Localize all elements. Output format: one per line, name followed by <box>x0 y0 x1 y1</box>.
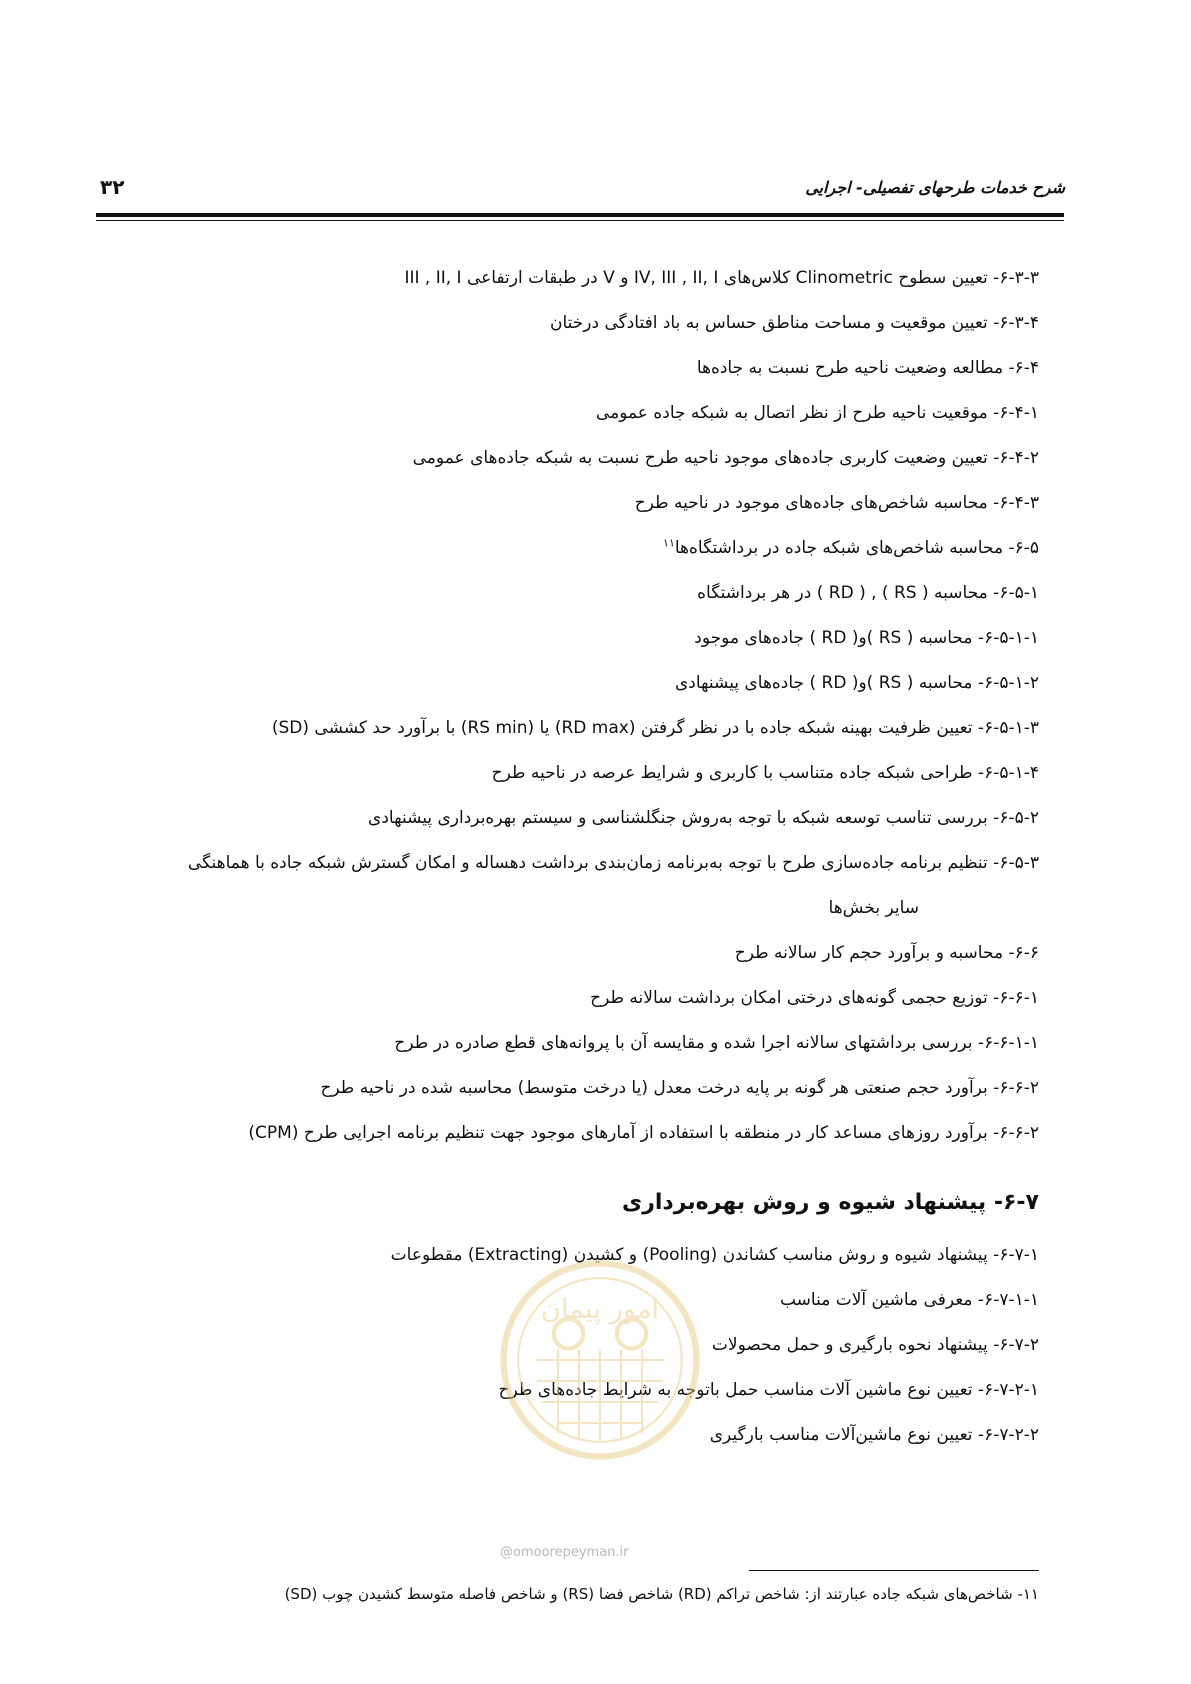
list-item: ۶-۳-۳- تعیین سطوح Clinometric کلاس‌های IV, III , II, I و V در طبقات ارتفاعی III , II, I <box>404 268 1039 288</box>
list-item: ۶-۷-۲-۲- تعیین نوع ماشین‌آلات مناسب بارگیری <box>709 1425 1039 1445</box>
header-rule-thick <box>96 213 1064 217</box>
list-item: ۶-۶-۲- برآورد روزهای مساعد کار در منطقه با استفاده از آمارهای موجود جهت تنظیم برنامه اجرایی طرح (CPM) <box>248 1123 1039 1143</box>
list-item: ۶-۵-۱-۳- تعیین ظرفیت بهینه شبکه جاده با در نظر گرفتن (RD max) یا (RS min) با برآورد حد کششی (SD) <box>271 718 1039 738</box>
list-item: ۶-۳-۴- تعیین موقعیت و مساحت مناطق حساس به باد افتادگی درختان <box>549 313 1039 333</box>
list-item: ۶-۶-۱-۱- بررسی برداشتهای سالانه اجرا شده و مقایسه آن با پروانه‌های قطع صادره در طرح <box>394 1033 1039 1053</box>
list-item: ۶-۵-۱-۴- طراحی شبکه جاده متناسب با کاربری و شرایط عرصه در ناحیه طرح <box>491 763 1039 783</box>
watermark-logo <box>495 1255 705 1465</box>
svg-text:امور پیمان: امور پیمان <box>540 1294 660 1325</box>
footnote-rule <box>749 1570 1039 1571</box>
page-number: ۳۲ <box>100 175 125 199</box>
list-item: ۶-۴-۲- تعیین وضعیت کاربری جاده‌های موجود ناحیه طرح نسبت به شبکه جاده‌های عمومی <box>412 448 1039 468</box>
footnote-marker: ۱۱ <box>663 536 675 550</box>
header-rule-thin <box>96 220 1064 221</box>
list-item: ۶-۴- مطالعه وضعیت ناحیه طرح نسبت به جاده‌ها <box>696 358 1039 378</box>
list-item: ۶-۷-۱- پیشنهاد شیوه و روش مناسب کشاندن (Pooling) و کشیدن (Extracting) مقطوعات <box>390 1245 1039 1265</box>
running-title: شرح خدمات طرحهای تفصیلی- اجرایی <box>805 178 1065 197</box>
list-item: ۶-۴-۱- موقعیت ناحیه طرح از نظر اتصال به شبکه جاده عمومی <box>595 403 1039 423</box>
list-item: ۶-۶-۱- توزیع حجمی گونه‌های درختی امکان برداشت سالانه طرح <box>590 988 1039 1008</box>
section-heading: ۶-۷- پیشنهاد شیوه و روش بهره‌برداری <box>622 1190 1039 1215</box>
footnote: ۱۱- شاخص‌های شبکه جاده عبارتند از: شاخص تراکم (RD) شاخص فضا (RS) و شاخص فاصله متوسط کشیدن چوب (SD) <box>284 1585 1039 1603</box>
list-item: ۶-۷-۲-۱- تعیین نوع ماشین آلات مناسب حمل باتوجه به شرایط جاده‌های طرح <box>498 1380 1039 1400</box>
list-item: ۶-۶- محاسبه و برآورد حجم کار سالانه طرح <box>734 943 1039 963</box>
list-item: ۶-۴-۳- محاسبه شاخص‌های جاده‌های موجود در ناحیه طرح <box>634 493 1039 513</box>
list-item: ۶-۷-۲- پیشنهاد نحوه بارگیری و حمل محصولات <box>711 1335 1039 1355</box>
list-item: ۶-۵-۱- محاسبه ( RS ) , ( RD ) در هر برداشتگاه <box>697 583 1039 603</box>
list-item: ۶-۵-۲- بررسی تناسب توسعه شبکه با توجه به‌روش جنگلشناسی و سیستم بهره‌برداری پیشنهادی <box>368 808 1039 828</box>
list-item: ۶-۶-۲- برآورد حجم صنعتی هر گونه بر پایه درخت معدل (یا درخت متوسط) محاسبه شده در ناحیه طرح <box>320 1078 1039 1098</box>
list-item: ۶-۵-۳- تنظیم برنامه جاده‌سازی طرح با توجه به‌برنامه زمان‌بندی برداشت دهساله و امکان گسترش شبکه جاده با هماهنگی <box>187 853 1039 873</box>
list-item: ۶-۵-۱-۱- محاسبه ( RS )و( RD ) جاده‌های موجود <box>694 628 1039 648</box>
list-item-text: ۶-۵- محاسبه شاخص‌های شبکه جاده در برداشتگاه‌ها <box>674 538 1039 558</box>
list-item: ۶-۷-۱-۱- معرفی ماشین آلات مناسب <box>779 1290 1039 1310</box>
list-item-continuation: سایر بخش‌ها <box>828 898 919 918</box>
list-item: ۶-۵-۱-۲- محاسبه ( RS )و( RD ) جاده‌های پیشنهادی <box>675 673 1039 693</box>
watermark-url: @omoorepeyman.ir <box>500 1545 629 1560</box>
list-item-with-footnote <box>79 535 1039 561</box>
